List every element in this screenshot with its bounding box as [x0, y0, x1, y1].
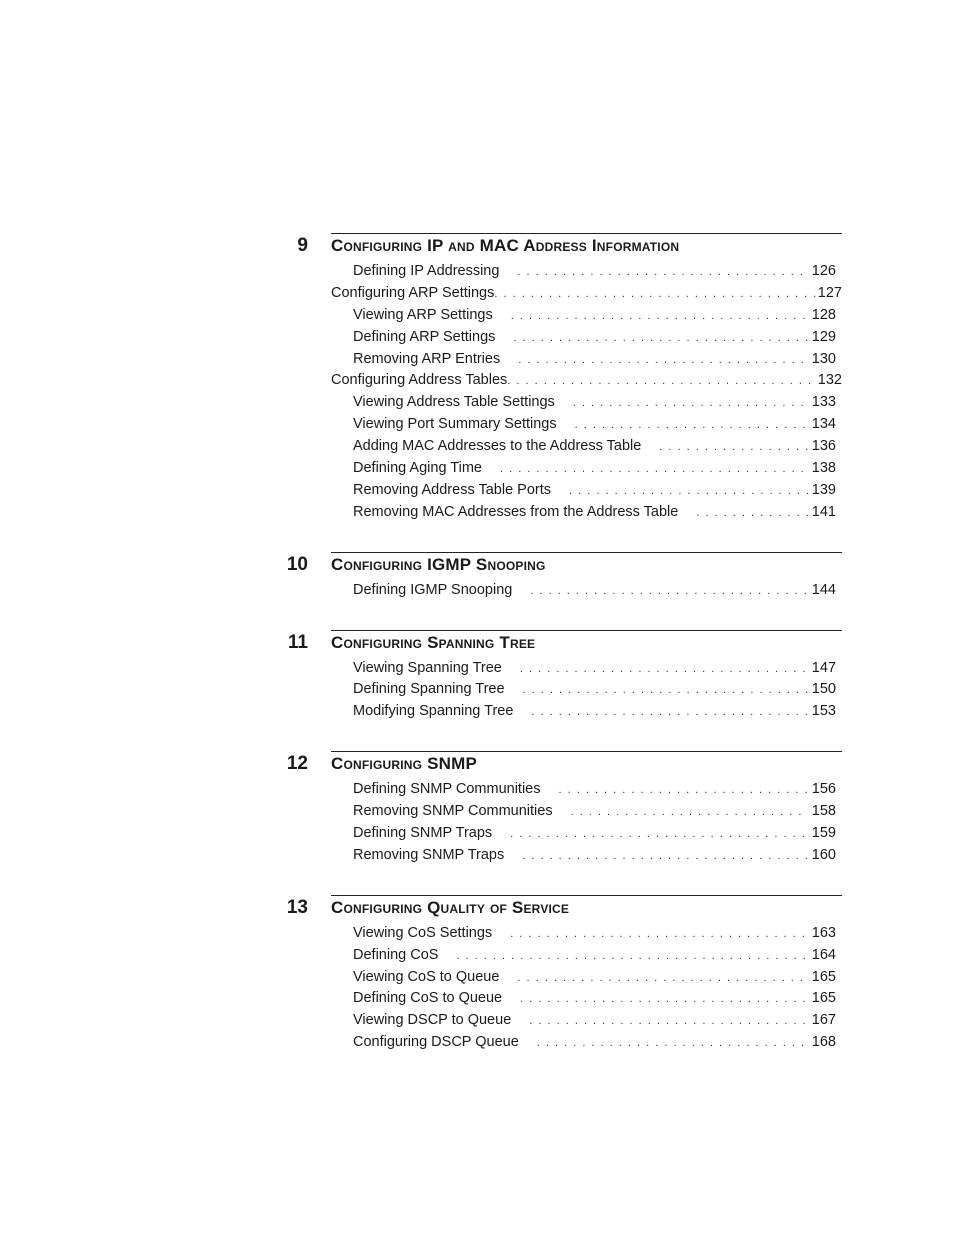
toc-entry[interactable] [353, 436, 836, 458]
toc-entry-title[interactable]: Defining SNMP Traps [353, 825, 493, 842]
toc-entry-title[interactable]: Defining Aging Time [353, 460, 482, 477]
dot-leader [531, 702, 807, 724]
toc-entry-page[interactable]: 165 [811, 990, 836, 1007]
toc-entry[interactable] [353, 701, 836, 723]
toc-entry[interactable] [353, 801, 836, 823]
toc-entry-title[interactable]: Viewing CoS to Queue [353, 968, 500, 985]
chapter-entries [0, 923, 954, 1054]
chapter-entries [0, 779, 954, 867]
toc-entry-page[interactable]: 168 [811, 1034, 836, 1051]
chapter-number: 13 [286, 896, 308, 918]
toc-entry-page[interactable]: 167 [811, 1012, 836, 1029]
dot-leader [500, 459, 808, 481]
toc-entry-page[interactable]: 158 [811, 803, 836, 820]
toc-entry[interactable] [353, 967, 836, 989]
toc-entry-title[interactable]: Defining IGMP Snooping [353, 581, 513, 598]
chapter-title: Configuring Spanning Tree [331, 632, 536, 652]
dot-leader [530, 581, 807, 603]
toc-entry-title[interactable]: Defining Spanning Tree [353, 681, 505, 698]
toc-chapter [0, 233, 954, 524]
toc-entry-title[interactable]: Defining ARP Settings [353, 328, 496, 345]
toc-entry[interactable] [353, 823, 836, 845]
toc-entry[interactable] [353, 1032, 836, 1054]
toc-entry[interactable] [353, 658, 836, 680]
toc-entry-page[interactable]: 147 [811, 659, 836, 676]
chapter-entries [0, 261, 954, 524]
toc-entry-page[interactable]: 150 [811, 681, 836, 698]
chapter-title: Configuring IP and MAC Address Information [331, 236, 680, 255]
toc-entry[interactable] [353, 580, 836, 602]
toc-entry-page[interactable]: 139 [811, 481, 836, 498]
toc-entry-title[interactable]: Adding MAC Addresses to the Address Table [353, 438, 642, 455]
dot-leader [571, 802, 808, 824]
toc-entry-page[interactable]: 136 [811, 438, 836, 455]
chapter-divider [331, 895, 842, 896]
toc-entry[interactable] [353, 1010, 836, 1032]
toc-entry[interactable] [353, 327, 836, 349]
toc-entry-title[interactable]: Defining CoS [353, 946, 439, 963]
chapter-divider [331, 630, 842, 631]
chapter-divider [331, 751, 842, 752]
toc-entry-page[interactable]: 126 [811, 263, 836, 279]
toc-entry-page[interactable]: 138 [811, 460, 836, 477]
toc-chapter [0, 552, 954, 602]
chapter-number: 9 [297, 235, 308, 256]
toc-entry-title[interactable]: Configuring Address Tables [331, 372, 508, 389]
toc-entry[interactable] [353, 305, 836, 327]
dot-leader [569, 481, 808, 503]
toc-entry-title[interactable]: Removing MAC Addresses from the Address Table [353, 503, 679, 520]
toc-entry-title[interactable]: Viewing Spanning Tree [353, 659, 502, 676]
chapter-entries [0, 580, 954, 602]
toc-entry-page[interactable]: 159 [811, 825, 836, 842]
dot-leader [494, 284, 817, 306]
toc-entry-page[interactable]: 132 [817, 372, 842, 389]
dot-leader [522, 846, 808, 868]
toc-entry-title[interactable]: Configuring ARP Settings [331, 284, 495, 301]
chapter-number: 10 [286, 553, 308, 575]
table-of-contents [0, 233, 954, 1082]
dot-leader [573, 393, 808, 415]
toc-entry[interactable] [353, 458, 836, 480]
toc-entry-page[interactable]: 144 [811, 581, 836, 598]
toc-entry-title[interactable]: Defining IP Addressing [353, 263, 500, 279]
toc-entry[interactable] [353, 845, 836, 867]
toc-entry-title[interactable]: Viewing CoS Settings [353, 924, 493, 941]
toc-entry[interactable] [331, 283, 842, 305]
toc-entry-page[interactable]: 163 [811, 924, 836, 941]
dot-leader [517, 262, 807, 284]
toc-entry-page[interactable]: 164 [811, 946, 836, 963]
toc-entry-title[interactable]: Viewing Address Table Settings [353, 394, 555, 411]
dot-leader [696, 503, 807, 525]
toc-entry[interactable] [353, 679, 836, 701]
toc-entry-page[interactable]: 134 [811, 416, 836, 433]
dot-leader [510, 924, 808, 946]
chapter-title: Configuring IGMP Snooping [331, 554, 546, 574]
chapter-title: Configuring SNMP [331, 754, 477, 774]
toc-entry[interactable] [353, 261, 836, 283]
chapter-divider [331, 233, 842, 234]
toc-entry[interactable] [353, 945, 836, 967]
toc-entry[interactable] [331, 370, 842, 392]
dot-leader [523, 680, 808, 702]
toc-entry[interactable] [353, 923, 836, 945]
dot-leader [507, 371, 818, 393]
dot-leader [520, 659, 808, 681]
dot-leader [513, 328, 807, 350]
toc-entry-title[interactable]: Configuring DSCP Queue [353, 1034, 519, 1051]
dot-leader [517, 968, 807, 990]
toc-entry-title[interactable]: Removing SNMP Communities [353, 803, 553, 820]
toc-entry-title[interactable]: Modifying Spanning Tree [353, 703, 514, 720]
dot-leader [518, 350, 808, 372]
dot-leader [529, 1011, 808, 1033]
toc-entry-page[interactable]: 133 [811, 394, 836, 411]
toc-entry[interactable] [353, 480, 836, 502]
toc-entry-page[interactable]: 129 [811, 328, 836, 345]
toc-entry-title[interactable]: Defining CoS to Queue [353, 990, 503, 1007]
chapter-entries [0, 658, 954, 724]
dot-leader [456, 946, 807, 968]
toc-entry[interactable] [353, 988, 836, 1010]
toc-entry-page[interactable]: 160 [811, 846, 836, 863]
dot-leader [659, 437, 808, 459]
toc-entry[interactable] [353, 502, 836, 524]
toc-entry-title[interactable]: Viewing ARP Settings [353, 306, 493, 323]
toc-chapter [0, 895, 954, 1054]
toc-entry-title[interactable]: Viewing DSCP to Queue [353, 1012, 512, 1029]
chapter-number: 12 [286, 753, 308, 775]
toc-entry-page[interactable]: 127 [817, 284, 842, 301]
dot-leader [537, 1033, 808, 1055]
toc-entry-page[interactable]: 153 [811, 703, 836, 720]
toc-entry-page[interactable]: 141 [811, 503, 836, 520]
chapter-title: Configuring Quality of Service [331, 897, 570, 917]
toc-entry[interactable] [353, 349, 836, 371]
toc-entry-title[interactable]: Removing Address Table Ports [353, 481, 552, 498]
toc-entry[interactable] [353, 779, 836, 801]
toc-entry-title[interactable]: Removing ARP Entries [353, 350, 501, 367]
dot-leader [511, 306, 808, 328]
chapter-number: 11 [287, 631, 308, 653]
toc-entry-page[interactable]: 130 [811, 350, 836, 367]
toc-entry[interactable] [353, 414, 836, 436]
toc-entry-title[interactable]: Removing SNMP Traps [353, 846, 505, 863]
toc-entry[interactable] [353, 392, 836, 414]
chapter-divider [331, 552, 842, 553]
toc-entry-title[interactable]: Viewing Port Summary Settings [353, 416, 557, 433]
dot-leader [559, 780, 808, 802]
dot-leader [575, 415, 808, 437]
toc-entry-page[interactable]: 165 [811, 968, 836, 985]
toc-entry-title[interactable]: Defining SNMP Communities [353, 781, 541, 798]
toc-entry-page[interactable]: 128 [811, 306, 836, 323]
dot-leader [510, 824, 808, 846]
toc-chapter [0, 630, 954, 724]
toc-entry-page[interactable]: 156 [811, 781, 836, 798]
dot-leader [520, 989, 808, 1011]
toc-chapter [0, 751, 954, 867]
